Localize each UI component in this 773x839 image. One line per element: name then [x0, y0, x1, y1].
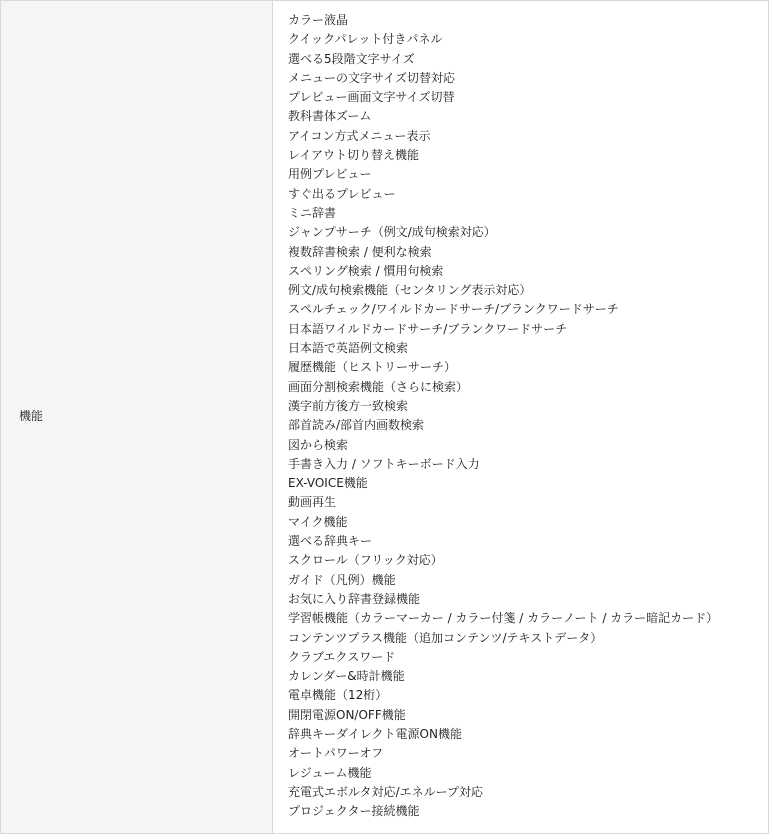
feature-item: メニューの文字サイズ切替対応: [288, 70, 456, 85]
feature-item: 図から検索: [288, 437, 349, 452]
feature-item: プロジェクター接続機能: [288, 804, 420, 819]
feature-item: 教科書体ズーム: [288, 109, 372, 124]
feature-item: 辞典キーダイレクト電源ON機能: [288, 726, 462, 741]
feature-item: 開閉電源ON/OFF機能: [288, 707, 406, 722]
feature-item: ミニ辞書: [288, 205, 337, 220]
spec-row-functions: [1, 1, 769, 834]
feature-item: 動画再生: [288, 495, 337, 510]
feature-item: スペルチェック/ワイルドカードサーチ/ブランクワードサーチ: [288, 302, 619, 317]
feature-item: プレビュー画面文字サイズ切替: [288, 90, 455, 105]
feature-item: 手書き入力 / ソフトキーボード入力: [288, 456, 480, 471]
feature-item: 電卓機能（12桁）: [288, 688, 388, 703]
feature-item: クラブエクスワード: [288, 649, 396, 664]
feature-item: 用例プレビュー: [288, 167, 372, 182]
feature-item: オートパワーオフ: [288, 746, 384, 761]
feature-item: スペリング検索 / 慣用句検索: [288, 263, 444, 278]
spec-label-cell: [1, 1, 273, 834]
feature-item: レイアウト切り替え機能: [288, 148, 420, 163]
feature-item: 複数辞書検索 / 便利な検索: [288, 244, 432, 259]
feature-item: コンテンツプラス機能（追加コンテンツ/テキストデータ）: [288, 630, 603, 645]
feature-item: 例文/成句検索機能（センタリング表示対応）: [288, 283, 532, 298]
feature-item: 学習帳機能（カラーマーカー / カラー付箋 / カラーノート / カラー暗記カード）: [288, 611, 719, 626]
spec-value-cell: [273, 1, 769, 834]
feature-item: 漢字前方後方一致検索: [288, 398, 409, 413]
feature-item: カラー液晶: [288, 13, 349, 27]
feature-item: 選べる辞典キー: [288, 534, 373, 549]
feature-item: すぐ出るプレビュー: [288, 186, 396, 201]
feature-item: お気に入り辞書登録機能: [288, 591, 421, 606]
feature-item: カレンダー&時計機能: [288, 669, 405, 684]
feature-item: 選べる5段階文字サイズ: [288, 51, 415, 66]
feature-item: 充電式エボルタ対応/エネループ対応: [288, 784, 483, 799]
feature-item: 日本語で英語例文検索: [288, 341, 409, 356]
feature-item: スクロール（フリック対応）: [288, 553, 443, 568]
feature-item: ガイド（凡例）機能: [288, 572, 396, 587]
feature-item: 日本語ワイルドカードサーチ/ブランクワードサーチ: [288, 321, 568, 336]
feature-item: 履歴機能（ヒストリーサーチ）: [288, 360, 457, 375]
feature-item: クイックパレット付きパネル: [288, 32, 443, 47]
feature-item: 画面分割検索機能（さらに検索）: [288, 379, 469, 394]
spec-label: 機能: [19, 409, 44, 424]
feature-item: EX-VOICE機能: [288, 476, 368, 491]
feature-item: アイコン方式メニュー表示: [288, 128, 431, 143]
feature-list: [273, 1, 768, 821]
feature-item: マイク機能: [288, 514, 348, 529]
feature-item: 部首読み/部首内画数検索: [288, 418, 425, 433]
feature-item: レジューム機能: [288, 765, 372, 780]
feature-item: ジャンプサーチ（例文/成句検索対応）: [288, 225, 496, 240]
